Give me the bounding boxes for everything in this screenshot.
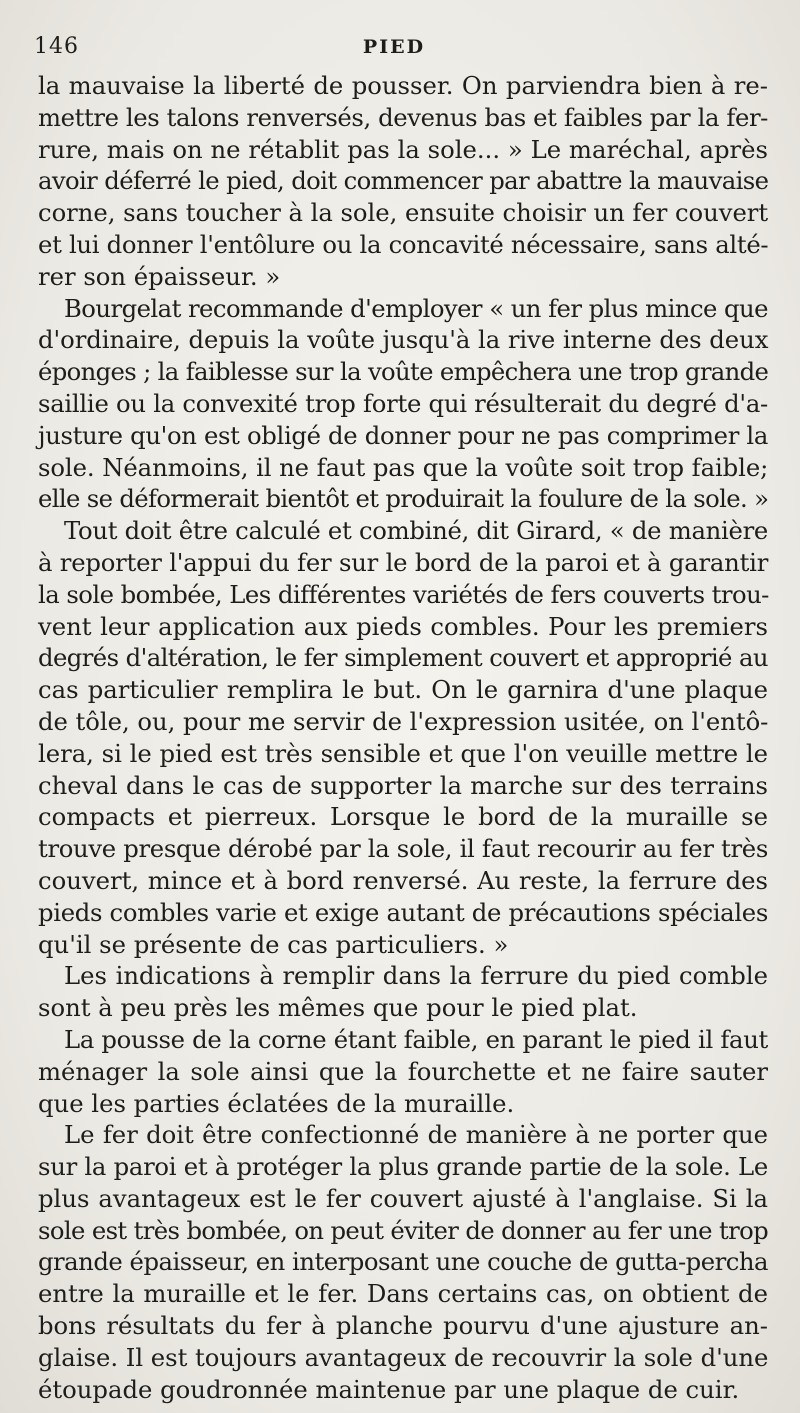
page-header <box>34 34 754 60</box>
text-line: elle se déformerait bientôt et produirait la foulure de la sole. » <box>38 484 769 514</box>
text-line: rer son épaisseur. » <box>38 261 281 291</box>
text-line: qu'il se présente de cas particuliers. » <box>38 929 509 959</box>
body-text <box>38 70 768 1405</box>
text-line: cheval dans le cas de supporter la marche sur des terrains <box>38 770 768 800</box>
text-line: étoupade goudronnée maintenue par une plaque de cuir. <box>38 1374 740 1404</box>
text-line: bons résultats du fer à planche pourvu d'une ajusture an- <box>38 1311 768 1341</box>
running-head: PIED <box>362 36 426 58</box>
text-line: sole. Néanmoins, il ne faut pas que la voûte soit trop faible; <box>38 452 769 482</box>
text-line: Tout doit être calculé et combiné, dit Girard, « de manière <box>64 516 768 546</box>
text-line: cas particulier remplira le but. On le garnira d'une plaque <box>38 675 768 705</box>
text-line: glaise. Il est toujours avantageux de recouvrir la sole d'une <box>38 1342 769 1372</box>
text-line: pieds combles varie et exige autant de précautions spéciales <box>38 897 769 927</box>
text-line: vent leur application aux pieds combles. Pour les premiers <box>38 611 768 641</box>
text-line: entre la muraille et le fer. Dans certains cas, on obtient de <box>38 1279 768 1309</box>
text-line: Bourgelat recommande d'employer « un fer plus mince que <box>64 293 768 323</box>
text-line: que les parties éclatées de la muraille. <box>38 1088 515 1118</box>
text-line: couvert, mince et à bord renversé. Au reste, la ferrure des <box>38 865 768 895</box>
text-line: mettre les talons renversés, devenus bas et faibles par la fer- <box>38 102 768 132</box>
text-line: de tôle, ou, pour me servir de l'expression usitée, on l'entô- <box>38 706 769 736</box>
text-line: Le fer doit être confectionné de manière à ne porter que <box>64 1120 768 1150</box>
text-line: à reporter l'appui du fer sur le bord de la paroi et à garantir <box>38 547 769 577</box>
text-line: lera, si le pied est très sensible et que l'on veuille mettre le <box>38 738 768 768</box>
text-line: degrés d'altération, le fer simplement couvert et approprié au <box>38 643 768 673</box>
text-line: avoir déferré le pied, doit commencer par abattre la mauvaise <box>38 166 769 196</box>
text-line: corne, sans toucher à la sole, ensuite choisir un fer couvert <box>38 198 769 228</box>
text-line: ménager la sole ainsi que la fourchette et ne faire sauter <box>38 1056 768 1086</box>
text-line: sont à peu près les mêmes que pour le pied plat. <box>38 993 638 1023</box>
text-line: et lui donner l'entôlure ou la concavité nécessaire, sans alté- <box>38 229 769 259</box>
text-line: compacts et pierreux. Lorsque le bord de la muraille se <box>38 802 768 832</box>
text-line: sur la paroi et à protéger la plus grande partie de la sole. Le <box>38 1152 768 1182</box>
text-line: Les indications à remplir dans la ferrure du pied comble <box>64 961 768 991</box>
page-number: 146 <box>34 34 79 59</box>
text-line: justure qu'on est obligé de donner pour ne pas comprimer la <box>38 420 768 450</box>
text-line: grande épaisseur, en interposant une couche de gutta-percha <box>38 1247 768 1277</box>
text-line: la sole bombée, Les différentes variétés de fers couverts trou- <box>38 579 769 609</box>
text-line: plus avantageux est le fer couvert ajusté à l'anglaise. Si la <box>38 1183 768 1213</box>
text-line: sole est très bombée, on peut éviter de donner au fer une trop <box>38 1215 769 1245</box>
text-line: saillie ou la convexité trop forte qui résulterait du degré d'a- <box>38 388 768 418</box>
text-line: La pousse de la corne étant faible, en parant le pied il faut <box>64 1024 768 1054</box>
text-line: éponges ; la faiblesse sur la voûte empêchera une trop grande <box>38 357 769 387</box>
text-line: d'ordinaire, depuis la voûte jusqu'à la rive interne des deux <box>38 325 769 355</box>
text-line: rure, mais on ne rétablit pas la sole... » Le maréchal, après <box>38 134 768 164</box>
text-line: trouve presque dérobé par la sole, il faut recourir au fer très <box>38 834 768 864</box>
text-line: la mauvaise la liberté de pousser. On parviendra bien à re- <box>38 71 768 100</box>
